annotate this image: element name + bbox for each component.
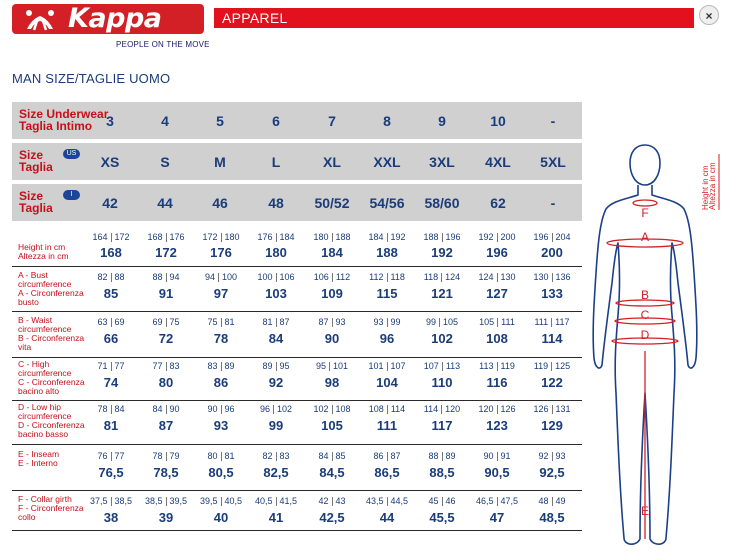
measurement-value: 200 — [541, 245, 563, 260]
section-header-bar — [214, 8, 694, 28]
measurement-value: 99 — [268, 418, 284, 433]
size-cell: 62 — [490, 195, 506, 211]
measurement-row — [12, 447, 582, 491]
measurement-value: 180 — [265, 245, 287, 260]
measurement-range: 126 131 — [533, 404, 571, 414]
measurement-range: 176 184 — [257, 232, 295, 242]
measurement-range: 45 46 — [428, 496, 456, 506]
measurement-value: 42,5 — [319, 510, 345, 525]
measurement-value: 38 — [103, 510, 119, 525]
section-title: APPAREL — [222, 10, 288, 26]
measurement-value: 176 — [210, 245, 232, 260]
measurement-value: 86 — [213, 375, 229, 390]
size-cell: S — [160, 154, 170, 170]
measurement-range: 88 89 — [428, 451, 456, 461]
measurement-value: 44 — [379, 510, 395, 525]
measurement-range: 101 107 — [368, 361, 406, 371]
measurement-value: 104 — [376, 375, 398, 390]
measurement-range: 102 108 — [313, 404, 351, 414]
measurement-value: 105 — [321, 418, 343, 433]
measurement-range: 118 124 — [423, 272, 461, 282]
measurement-value: 192 — [431, 245, 453, 260]
page-title: MAN SIZE/TAGLIE UOMO — [12, 71, 171, 86]
measurement-range: 192 200 — [478, 232, 516, 242]
measurement-value: 188 — [376, 245, 398, 260]
measurement-value: 80 — [158, 375, 174, 390]
measurement-label: F - Collar girth F - Circonferenza collo — [18, 494, 84, 522]
size-cell: XXL — [373, 154, 401, 170]
measurement-value: 39 — [158, 510, 174, 525]
size-cell: 4 — [161, 113, 169, 129]
measurement-range: 78 79 — [152, 451, 180, 461]
measurement-range: 94 100 — [204, 272, 238, 282]
measurement-range: 164 172 — [92, 232, 130, 242]
measurement-value: 110 — [431, 375, 453, 390]
measurement-value: 41 — [268, 510, 284, 525]
size-row-underwear — [12, 102, 582, 139]
measurement-range: 37,5 38,5 — [89, 496, 133, 506]
measurement-range: 82 83 — [262, 451, 290, 461]
measurement-value: 103 — [265, 286, 287, 301]
row-label: Size Taglia — [19, 189, 53, 215]
measurement-value: 45,5 — [429, 510, 455, 525]
measurement-value: 92,5 — [539, 465, 565, 480]
measurement-range: 93 99 — [373, 317, 401, 327]
measurement-range: 120 126 — [478, 404, 516, 414]
measurement-value: 115 — [376, 286, 398, 301]
measurement-range: 75 81 — [207, 317, 235, 327]
measurement-range: 92 93 — [538, 451, 566, 461]
measurement-range: 112 118 — [369, 272, 405, 282]
marker-f: F — [641, 206, 649, 220]
size-cell: 8 — [383, 113, 391, 129]
measurement-range: 77 83 — [152, 361, 180, 371]
measurement-range: 82 88 — [97, 272, 125, 282]
measurement-value: 78,5 — [153, 465, 179, 480]
body-figure-icon — [590, 143, 700, 553]
size-cell: - — [550, 195, 556, 211]
size-cell: 5XL — [540, 154, 566, 170]
row-label: Size Underwear Taglia Intimo — [19, 107, 109, 133]
measurement-value: 108 — [486, 331, 508, 346]
measurement-range: 90 91 — [483, 451, 511, 461]
size-cell: 7 — [328, 113, 336, 129]
close-button[interactable]: × — [699, 5, 719, 25]
measurement-value: 172 — [155, 245, 177, 260]
size-cell: 5 — [216, 113, 224, 129]
size-cell: 4XL — [485, 154, 511, 170]
measurement-value: 87 — [158, 418, 174, 433]
measurement-range: 86 87 — [373, 451, 401, 461]
measurement-value: 91 — [158, 286, 174, 301]
measurement-value: 76,5 — [98, 465, 124, 480]
measurement-value: 127 — [486, 286, 508, 301]
measurement-row — [12, 231, 582, 267]
measurement-range: 84 90 — [152, 404, 180, 414]
measurement-value: 121 — [431, 286, 453, 301]
italy-badge: I — [63, 190, 80, 200]
measurement-range: 80 81 — [207, 451, 235, 461]
marker-e: E — [640, 504, 650, 518]
marker-d: D — [640, 328, 650, 342]
brand-name: Kappa — [68, 3, 162, 34]
measurement-value: 74 — [103, 375, 119, 390]
measurement-value: 92 — [268, 375, 284, 390]
measurement-range: 108 114 — [368, 404, 406, 414]
measurement-range: 90 96 — [207, 404, 235, 414]
marker-b: B — [640, 288, 650, 302]
marker-c: C — [640, 308, 650, 322]
svg-text:Altezza in cm: Altezza in cm — [708, 162, 717, 210]
measurement-range: 99 105 — [425, 317, 459, 327]
measurement-range: 81 87 — [262, 317, 290, 327]
measurement-range: 119 125 — [533, 361, 571, 371]
measurement-value: 40 — [213, 510, 229, 525]
size-row-italy — [12, 184, 582, 221]
size-cell: - — [550, 113, 556, 129]
measurement-range: 69 75 — [152, 317, 180, 327]
measurement-value: 133 — [541, 286, 563, 301]
measurement-value: 88,5 — [429, 465, 455, 480]
measurement-range: 172 180 — [202, 232, 240, 242]
measurement-range: 105 111 — [479, 317, 515, 327]
measurement-range: 89 95 — [262, 361, 290, 371]
size-cell: 6 — [272, 113, 280, 129]
measurement-label: D - Low hip circumference D - Circonferenza bacino basso — [18, 402, 85, 439]
measurement-value: 97 — [213, 286, 229, 301]
size-cell: 46 — [212, 195, 228, 211]
row-label: Size Taglia — [19, 148, 53, 174]
measurement-value: 80,5 — [208, 465, 234, 480]
size-cell: L — [271, 154, 281, 170]
measurement-range: 46,5 47,5 — [475, 496, 519, 506]
size-cell: M — [214, 154, 226, 170]
measurement-label: B - Waist circumference B - Circonferenza vita — [18, 315, 85, 352]
size-cell: 44 — [157, 195, 173, 211]
measurement-value: 85 — [103, 286, 119, 301]
measurement-value: 84,5 — [319, 465, 345, 480]
measurement-value: 123 — [486, 418, 508, 433]
measurement-range: 100 106 — [257, 272, 295, 282]
measurement-value: 84 — [268, 331, 284, 346]
measurement-range: 184 192 — [368, 232, 406, 242]
size-cell: 48 — [268, 195, 284, 211]
measurement-label: E - Inseam E - Interno — [18, 449, 60, 468]
size-cell: 50/52 — [314, 195, 350, 211]
measurement-row — [12, 400, 582, 445]
measurement-range: 38,5 39,5 — [144, 496, 188, 506]
kappa-logo — [12, 3, 210, 50]
measurement-value: 98 — [324, 375, 340, 390]
logo-badge — [12, 4, 204, 34]
measurement-range: 124 130 — [478, 272, 516, 282]
measurement-label: C - High circumference C - Circonferenza bacino alto — [18, 359, 85, 396]
measurement-value: 81 — [103, 418, 119, 433]
height-label — [700, 152, 722, 212]
measurement-range: 83 89 — [207, 361, 235, 371]
measurement-value: 111 — [376, 418, 398, 433]
measurement-value: 168 — [100, 245, 122, 260]
measurement-value: 48,5 — [539, 510, 565, 525]
measurement-value: 86,5 — [374, 465, 400, 480]
measurement-range: 40,5 41,5 — [254, 496, 298, 506]
size-cell: 42 — [102, 195, 118, 211]
measurement-range: 95 101 — [315, 361, 349, 371]
measurement-value: 47 — [489, 510, 505, 525]
measurement-range: 107 113 — [423, 361, 461, 371]
size-cell: 9 — [438, 113, 446, 129]
svg-text:Height in cm: Height in cm — [701, 165, 710, 210]
measurement-value: 102 — [431, 331, 453, 346]
measurement-range: 196 204 — [533, 232, 571, 242]
measurement-row — [12, 357, 582, 401]
measurement-value: 66 — [103, 331, 119, 346]
measurement-range: 78 84 — [97, 404, 125, 414]
measurement-value: 78 — [213, 331, 229, 346]
measurement-value: 122 — [541, 375, 563, 390]
measurement-value: 184 — [321, 245, 343, 260]
measurement-range: 88 94 — [152, 272, 180, 282]
kappa-omini-icon — [18, 7, 62, 31]
measurement-row — [12, 268, 582, 312]
measurement-value: 96 — [379, 331, 395, 346]
measurement-range: 114 120 — [423, 404, 461, 414]
measurement-value: 129 — [541, 418, 563, 433]
measurement-value: 114 — [541, 331, 563, 346]
measurement-range: 113 119 — [479, 361, 515, 371]
measurement-value: 116 — [486, 375, 508, 390]
measurement-range: 168 176 — [147, 232, 185, 242]
measurement-range: 42 43 — [318, 496, 346, 506]
measurement-value: 196 — [486, 245, 508, 260]
measurement-range: 39,5 40,5 — [199, 496, 243, 506]
measurement-range: 111 117 — [534, 317, 570, 327]
measurement-value: 72 — [158, 331, 174, 346]
size-cell: XL — [323, 154, 341, 170]
size-cell: XS — [100, 154, 120, 170]
measurement-range: 130 136 — [533, 272, 571, 282]
measurement-range: 71 77 — [97, 361, 125, 371]
measurement-value: 109 — [321, 286, 343, 301]
measurement-value: 93 — [213, 418, 229, 433]
us-badge: US — [63, 149, 80, 159]
measurement-range: 84 85 — [318, 451, 346, 461]
size-row-us — [12, 143, 582, 180]
measurement-range: 96 102 — [259, 404, 293, 414]
measurement-range: 63 69 — [97, 317, 125, 327]
measurement-label: Height in cm Altezza in cm — [18, 242, 69, 261]
size-cell: 3XL — [429, 154, 455, 170]
size-cell: 58/60 — [424, 195, 460, 211]
measurement-range: 87 93 — [318, 317, 346, 327]
measurement-value: 90 — [324, 331, 340, 346]
size-cell: 54/56 — [369, 195, 405, 211]
size-cell: 3 — [106, 113, 114, 129]
measurement-label: A - Bust circumference A - Circonferenza busto — [18, 270, 84, 307]
measurement-range: 106 112 — [313, 272, 351, 282]
brand-tagline: PEOPLE ON THE MOVE — [116, 40, 210, 49]
measurement-range: 76 77 — [97, 451, 125, 461]
measurement-range: 188 196 — [423, 232, 461, 242]
measurement-value: 82,5 — [263, 465, 289, 480]
marker-a: A — [640, 230, 650, 244]
measurement-row — [12, 492, 582, 531]
size-cell: 10 — [490, 113, 506, 129]
measurement-row — [12, 313, 582, 358]
measurement-value: 117 — [431, 418, 453, 433]
measurement-range: 48 49 — [538, 496, 566, 506]
measurement-value: 90,5 — [484, 465, 510, 480]
measurement-range: 43,5 44,5 — [365, 496, 409, 506]
measurement-range: 180 188 — [313, 232, 351, 242]
